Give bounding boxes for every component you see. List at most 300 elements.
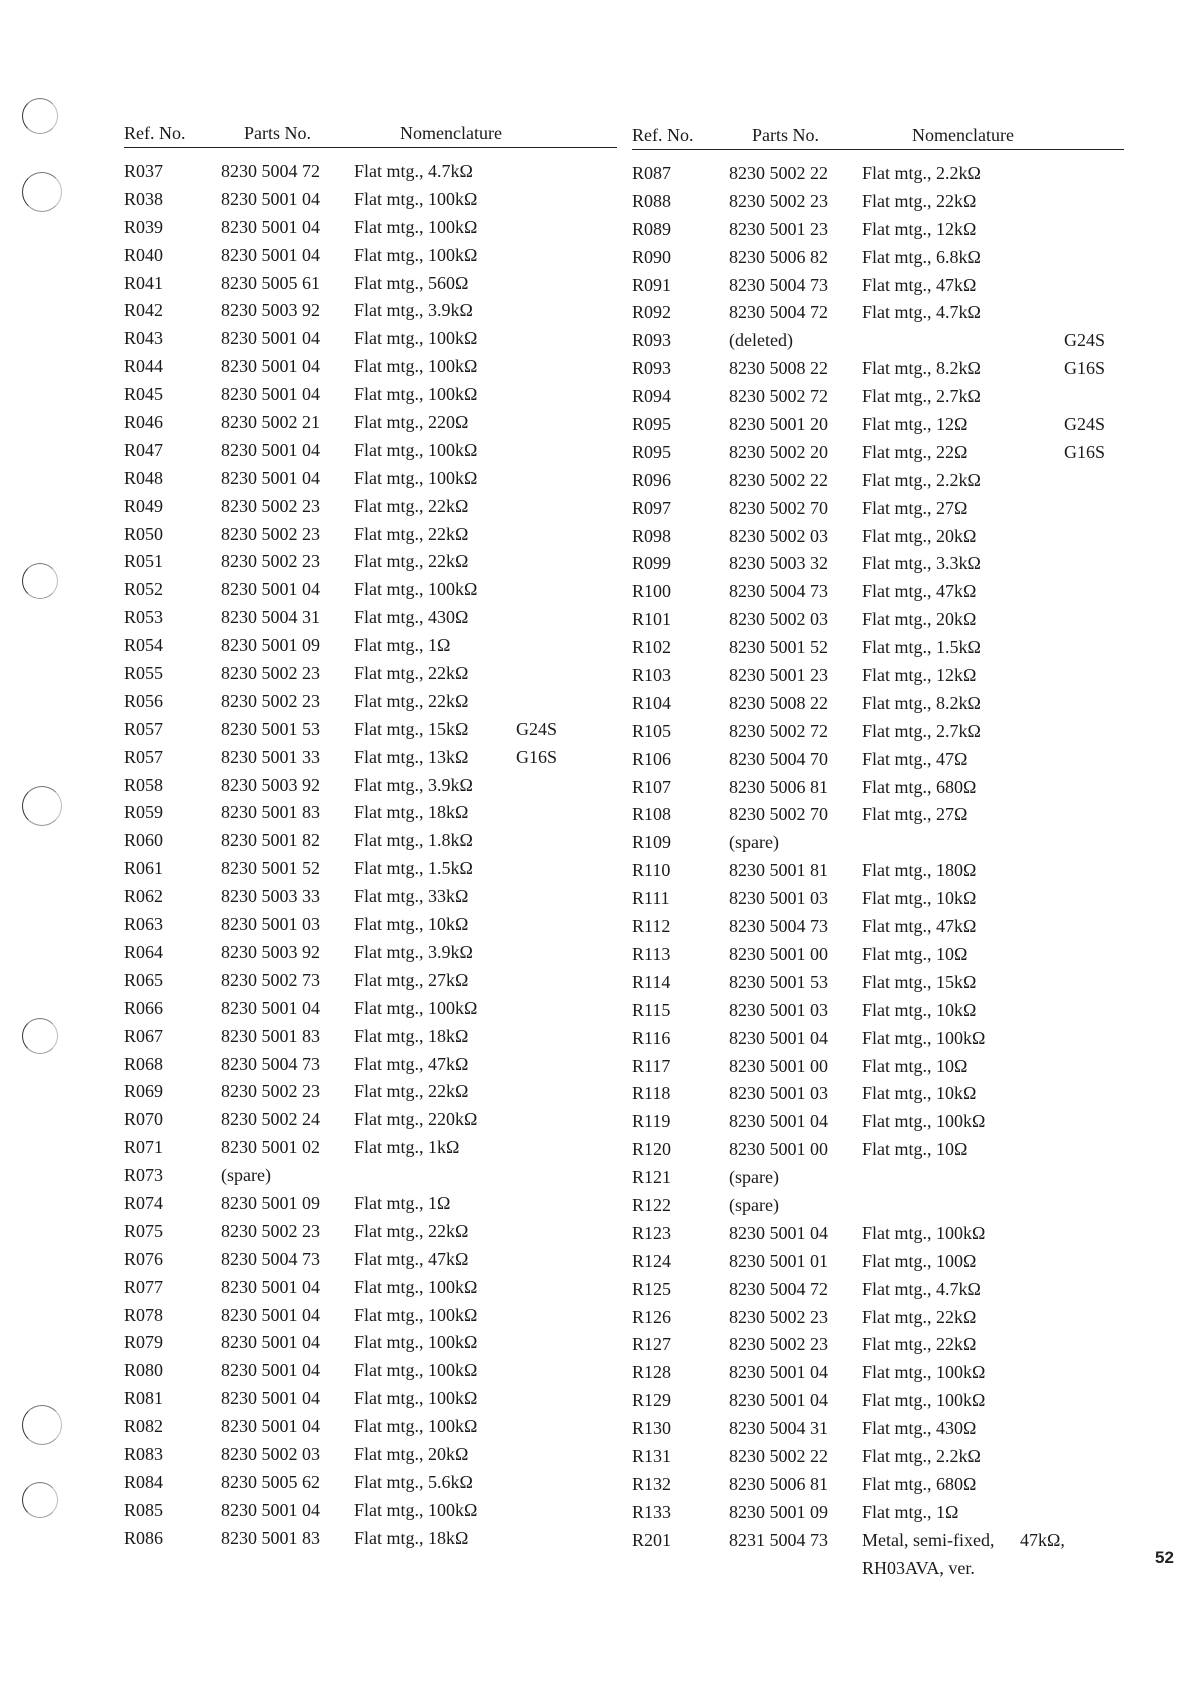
- nomenclature-cell: Flat mtg., 1Ω: [862, 1501, 959, 1522]
- ref-cell: R056: [124, 690, 164, 711]
- nomenclature-cell: Flat mtg., 100Ω: [862, 1250, 977, 1271]
- table-row: [632, 188, 1124, 216]
- ref-cell: R103: [632, 665, 672, 686]
- ref-cell: R121: [632, 1167, 672, 1188]
- nomenclature-cell: Flat mtg., 100kΩ: [354, 384, 478, 405]
- ref-cell: R116: [632, 1027, 671, 1048]
- ref-cell: R098: [632, 525, 672, 546]
- parts-no-cell: 8230 5001 03: [729, 888, 828, 909]
- ref-cell: R119: [632, 1111, 671, 1132]
- ref-cell: R061: [124, 858, 164, 879]
- parts-no-cell: 8230 5002 72: [729, 720, 828, 741]
- parts-no-cell: 8230 5006 81: [729, 1473, 828, 1494]
- ref-cell: R085: [124, 1499, 164, 1520]
- model-note-cell: G16S: [1064, 441, 1106, 462]
- ref-cell: R108: [632, 804, 672, 825]
- nomenclature-cell: Flat mtg., 100kΩ: [354, 216, 478, 237]
- table-row: [632, 1053, 1124, 1081]
- ref-cell: R091: [632, 274, 672, 295]
- value-cell: 47kΩ,: [1020, 1529, 1065, 1550]
- table-row: [124, 576, 617, 604]
- ref-cell: R079: [124, 1332, 164, 1353]
- nomenclature-cell: Flat mtg., 18kΩ: [354, 802, 469, 823]
- ref-cell: R043: [124, 328, 164, 349]
- parts-no-cell: 8230 5003 32: [729, 553, 828, 574]
- parts-no-cell: 8230 5001 04: [221, 579, 320, 600]
- table-row: [632, 1359, 1124, 1387]
- ref-cell: R078: [124, 1304, 164, 1325]
- table-row: [124, 1525, 617, 1553]
- ref-cell: R047: [124, 439, 164, 460]
- table-row: [632, 550, 1124, 578]
- table-row: [124, 772, 617, 800]
- table-row: [124, 716, 617, 744]
- table-row: [124, 604, 617, 632]
- parts-no-cell: 8230 5003 92: [221, 300, 320, 321]
- table-row: [124, 521, 617, 549]
- table-row: [124, 855, 617, 883]
- table-row: [632, 774, 1124, 802]
- ref-cell: R053: [124, 607, 164, 628]
- nomenclature-cell: Flat mtg., 100kΩ: [354, 1499, 478, 1520]
- parts-no-cell: 8230 5004 72: [729, 1278, 828, 1299]
- model-note-cell: G24S: [1064, 330, 1106, 351]
- parts-no-cell: 8230 5004 73: [729, 916, 828, 937]
- ref-cell: R110: [632, 860, 671, 881]
- ref-cell: R112: [632, 916, 671, 937]
- table-row: [632, 913, 1124, 941]
- nomenclature-cell: Flat mtg., 100kΩ: [354, 244, 478, 265]
- table-row: [632, 1108, 1124, 1136]
- nomenclature-cell: Flat mtg., 22kΩ: [862, 190, 977, 211]
- ref-cell: R123: [632, 1222, 672, 1243]
- ref-cell: R095: [632, 441, 672, 462]
- parts-no-cell: 8230 5002 23: [729, 190, 828, 211]
- parts-no-cell: 8230 5008 22: [729, 692, 828, 713]
- parts-no-cell: 8230 5001 04: [729, 1027, 828, 1048]
- ref-cell: R201: [632, 1529, 672, 1550]
- nomenclature-cell: Flat mtg., 680Ω: [862, 776, 977, 797]
- parts-no-cell: 8230 5002 23: [221, 551, 320, 572]
- ref-cell: R060: [124, 830, 164, 851]
- ref-cell: R092: [632, 302, 672, 323]
- parts-no-cell: 8230 5002 03: [221, 1443, 320, 1464]
- parts-no-cell: 8230 5001 53: [729, 971, 828, 992]
- table-row: [632, 1443, 1124, 1471]
- ref-cell: R125: [632, 1278, 672, 1299]
- nomenclature-cell: Flat mtg., 22kΩ: [354, 663, 469, 684]
- table-row: [124, 939, 617, 967]
- ref-cell: R040: [124, 244, 164, 265]
- parts-no-cell: 8230 5001 81: [729, 860, 828, 881]
- ref-cell: R068: [124, 1053, 164, 1074]
- nomenclature-cell: Flat mtg., 3.9kΩ: [354, 300, 473, 321]
- ref-cell: R045: [124, 384, 164, 405]
- parts-no-cell: 8230 5008 22: [729, 358, 828, 379]
- nomenclature-cell: Flat mtg., 100kΩ: [354, 1304, 478, 1325]
- table-row: [632, 160, 1124, 188]
- ref-cell: R105: [632, 720, 672, 741]
- nomenclature-cell: Flat mtg., 430Ω: [862, 1418, 977, 1439]
- nomenclature-cell: Flat mtg., 10kΩ: [862, 1083, 977, 1104]
- parts-no-cell: 8230 5001 04: [221, 244, 320, 265]
- parts-no-cell: (spare): [729, 832, 779, 853]
- table-row: [124, 381, 617, 409]
- table-row: [124, 827, 617, 855]
- table-body: [124, 148, 617, 1553]
- ref-cell: R037: [124, 161, 164, 181]
- parts-no-cell: 8230 5005 61: [221, 272, 320, 293]
- parts-no-cell: 8230 5001 04: [221, 1388, 320, 1409]
- parts-no-cell: 8230 5002 23: [221, 1220, 320, 1241]
- table-row: [124, 1357, 617, 1385]
- table-row: [124, 967, 617, 995]
- parts-no-cell: 8230 5002 03: [729, 609, 828, 630]
- ref-cell: R055: [124, 663, 164, 684]
- ref-cell: R059: [124, 802, 164, 823]
- header-ref-no: Ref. No.: [124, 123, 186, 143]
- parts-no-cell: 8230 5004 73: [729, 581, 828, 602]
- table-row: [124, 1302, 617, 1330]
- ref-cell: R049: [124, 495, 164, 516]
- nomenclature-cell: Flat mtg., 22kΩ: [354, 523, 469, 544]
- header-ref-no: Ref. No.: [632, 125, 694, 145]
- header-parts-no: Parts No.: [752, 125, 819, 145]
- parts-no-cell: 8230 5004 31: [729, 1418, 828, 1439]
- nomenclature-cell: Flat mtg., 18kΩ: [354, 1527, 469, 1548]
- nomenclature-cell: Flat mtg., 4.7kΩ: [354, 161, 473, 181]
- parts-no-cell: 8230 5001 09: [729, 1501, 828, 1522]
- ref-cell: R096: [632, 469, 672, 490]
- model-note-cell: G24S: [516, 718, 558, 739]
- ref-cell: R126: [632, 1306, 672, 1327]
- table-row: [632, 1527, 1124, 1583]
- parts-no-cell: 8230 5001 83: [221, 1025, 320, 1046]
- nomenclature-cell: Flat mtg., 10Ω: [862, 1055, 968, 1076]
- table-row: [124, 1190, 617, 1218]
- ref-cell: R052: [124, 579, 164, 600]
- table-row: [632, 1387, 1124, 1415]
- nomenclature-cell: Flat mtg., 100kΩ: [354, 1276, 478, 1297]
- nomenclature-cell: Flat mtg., 1.8kΩ: [354, 830, 473, 851]
- nomenclature-cell: Flat mtg., 2.2kΩ: [862, 469, 981, 490]
- table-row: [632, 467, 1124, 495]
- table-row: [124, 242, 617, 270]
- ref-cell: R051: [124, 551, 164, 572]
- table-row: [632, 1415, 1124, 1443]
- table-row: [632, 1164, 1124, 1192]
- nomenclature-cell: Flat mtg., 2.2kΩ: [862, 1445, 981, 1466]
- ref-cell: R104: [632, 692, 672, 713]
- table-row: [124, 325, 617, 353]
- nomenclature-cell: Flat mtg., 1Ω: [354, 635, 451, 656]
- parts-no-cell: 8230 5002 21: [221, 412, 320, 433]
- table-row: [632, 690, 1124, 718]
- ref-cell: R106: [632, 748, 672, 769]
- table-row: [632, 1499, 1124, 1527]
- parts-no-cell: 8230 5001 04: [221, 356, 320, 377]
- table-header: [124, 118, 617, 148]
- table-row: [124, 1134, 617, 1162]
- ref-cell: R090: [632, 246, 672, 267]
- nomenclature-cell: Flat mtg., 100kΩ: [354, 356, 478, 377]
- ref-cell: R084: [124, 1471, 164, 1492]
- nomenclature-cell: Flat mtg., 100kΩ: [354, 579, 478, 600]
- parts-no-cell: 8230 5002 23: [221, 523, 320, 544]
- ref-cell: R038: [124, 188, 164, 209]
- parts-no-cell: 8230 5001 04: [729, 1390, 828, 1411]
- ref-cell: R074: [124, 1192, 164, 1213]
- nomenclature-cell: Flat mtg., 220Ω: [354, 412, 469, 433]
- parts-no-cell: 8230 5001 00: [729, 1055, 828, 1076]
- parts-no-cell: 8230 5004 73: [221, 1248, 320, 1269]
- ref-cell: R132: [632, 1473, 672, 1494]
- table-row: [124, 1413, 617, 1441]
- ref-cell: R071: [124, 1137, 164, 1158]
- nomenclature-cell: Flat mtg., 1.5kΩ: [354, 858, 473, 879]
- binder-hole: [22, 172, 62, 212]
- nomenclature-cell: Flat mtg., 22kΩ: [354, 1220, 469, 1241]
- nomenclature-cell: Flat mtg., 20kΩ: [862, 525, 977, 546]
- nomenclature-cell: Flat mtg., 22kΩ: [354, 1081, 469, 1102]
- parts-no-cell: 8230 5002 23: [221, 1081, 320, 1102]
- parts-no-cell: 8230 5001 09: [221, 1192, 320, 1213]
- table-row: [124, 1274, 617, 1302]
- table-row: [124, 186, 617, 214]
- parts-no-cell: 8230 5005 62: [221, 1471, 320, 1492]
- nomenclature-cell: Flat mtg., 3.9kΩ: [354, 774, 473, 795]
- ref-cell: R114: [632, 971, 671, 992]
- table-row: [632, 1304, 1124, 1332]
- table-row: [632, 606, 1124, 634]
- parts-no-cell: 8230 5001 00: [729, 943, 828, 964]
- ref-cell: R109: [632, 832, 672, 853]
- parts-no-cell: 8230 5002 23: [221, 495, 320, 516]
- nomenclature-cell: Metal, semi-fixed,: [862, 1529, 995, 1550]
- parts-no-cell: 8230 5006 81: [729, 776, 828, 797]
- nomenclature-cell: Flat mtg., 4.7kΩ: [862, 302, 981, 323]
- nomenclature-cell: Flat mtg., 5.6kΩ: [354, 1471, 473, 1492]
- nomenclature-cell: Flat mtg., 15kΩ: [354, 718, 469, 739]
- nomenclature-cell: Flat mtg., 8.2kΩ: [862, 358, 981, 379]
- parts-no-cell: 8230 5001 04: [221, 997, 320, 1018]
- nomenclature-cell: Flat mtg., 47kΩ: [354, 1053, 469, 1074]
- nomenclature-cell: Flat mtg., 1.5kΩ: [862, 637, 981, 658]
- nomenclature-cell: Flat mtg., 33kΩ: [354, 886, 469, 907]
- parts-no-cell: 8230 5001 01: [729, 1250, 828, 1271]
- nomenclature-cell: Flat mtg., 22kΩ: [354, 551, 469, 572]
- nomenclature-cell: Flat mtg., 100kΩ: [862, 1027, 986, 1048]
- nomenclature-cell: Flat mtg., 2.7kΩ: [862, 386, 981, 407]
- ref-cell: R093: [632, 358, 672, 379]
- table-row: [124, 437, 617, 465]
- parts-no-cell: 8230 5001 00: [729, 1139, 828, 1160]
- parts-no-cell: 8230 5001 04: [221, 384, 320, 405]
- parts-no-cell: 8230 5002 23: [729, 1306, 828, 1327]
- ref-cell: R133: [632, 1501, 672, 1522]
- table-row: [632, 1471, 1124, 1499]
- nomenclature-cell: Flat mtg., 3.3kΩ: [862, 553, 981, 574]
- nomenclature-cell: Flat mtg., 100kΩ: [354, 997, 478, 1018]
- parts-no-cell: 8230 5004 73: [221, 1053, 320, 1074]
- table-row: [632, 1276, 1124, 1304]
- nomenclature-cell: Flat mtg., 10kΩ: [354, 914, 469, 935]
- table-row: [632, 662, 1124, 690]
- nomenclature-cell: Flat mtg., 100kΩ: [354, 1388, 478, 1409]
- table-row: [632, 411, 1124, 439]
- parts-no-cell: 8230 5001 82: [221, 830, 320, 851]
- table-row: [632, 1248, 1124, 1276]
- table-row: [124, 214, 617, 242]
- table-row: [632, 327, 1124, 355]
- parts-no-cell: 8230 5001 04: [221, 467, 320, 488]
- ref-cell: R054: [124, 635, 164, 656]
- parts-no-cell: 8230 5001 03: [729, 999, 828, 1020]
- table-row: [124, 911, 617, 939]
- parts-no-cell: 8230 5002 23: [221, 690, 320, 711]
- ref-cell: R128: [632, 1362, 672, 1383]
- table-row: [124, 1469, 617, 1497]
- ref-cell: R101: [632, 609, 672, 630]
- parts-no-cell: (spare): [221, 1165, 271, 1186]
- nomenclature-continued-cell: RH03AVA, ver.: [862, 1557, 975, 1578]
- ref-cell: R111: [632, 888, 670, 909]
- ref-cell: R050: [124, 523, 164, 544]
- nomenclature-cell: Flat mtg., 3.9kΩ: [354, 941, 473, 962]
- parts-no-cell: 8230 5002 24: [221, 1109, 320, 1130]
- model-note-cell: G16S: [1064, 358, 1106, 379]
- table-row: [632, 1025, 1124, 1053]
- parts-no-cell: 8230 5001 03: [221, 914, 320, 935]
- nomenclature-cell: Flat mtg., 100kΩ: [862, 1222, 986, 1243]
- header-parts-no: Parts No.: [244, 123, 311, 143]
- table-row: [632, 1080, 1124, 1108]
- binder-hole: [22, 786, 62, 826]
- nomenclature-cell: Flat mtg., 12kΩ: [862, 665, 977, 686]
- ref-cell: R082: [124, 1416, 164, 1437]
- table-row: [632, 523, 1124, 551]
- binder-hole: [22, 1018, 58, 1054]
- ref-cell: R073: [124, 1165, 164, 1186]
- parts-no-cell: 8230 5002 22: [729, 469, 828, 490]
- parts-no-cell: 8230 5003 92: [221, 774, 320, 795]
- ref-cell: R048: [124, 467, 164, 488]
- nomenclature-cell: Flat mtg., 680Ω: [862, 1473, 977, 1494]
- table-row: [632, 299, 1124, 327]
- table-row: [632, 718, 1124, 746]
- table-row: [632, 272, 1124, 300]
- table-row: [124, 409, 617, 437]
- model-note-cell: G16S: [516, 746, 558, 767]
- nomenclature-cell: Flat mtg., 6.8kΩ: [862, 246, 981, 267]
- table-row: [124, 1329, 617, 1357]
- nomenclature-cell: Flat mtg., 22kΩ: [862, 1306, 977, 1327]
- table-row: [124, 1023, 617, 1051]
- ref-cell: R100: [632, 581, 672, 602]
- parts-no-cell: 8230 5001 04: [729, 1222, 828, 1243]
- parts-no-cell: 8230 5002 70: [729, 804, 828, 825]
- table-row: [632, 941, 1124, 969]
- ref-cell: R044: [124, 356, 164, 377]
- binder-hole: [22, 1482, 58, 1518]
- parts-no-cell: 8230 5004 73: [729, 274, 828, 295]
- nomenclature-cell: Flat mtg., 10Ω: [862, 1139, 968, 1160]
- nomenclature-cell: Flat mtg., 22kΩ: [354, 495, 469, 516]
- nomenclature-cell: Flat mtg., 430Ω: [354, 607, 469, 628]
- parts-no-cell: 8230 5001 04: [221, 439, 320, 460]
- table-row: [632, 885, 1124, 913]
- nomenclature-cell: Flat mtg., 10Ω: [862, 943, 968, 964]
- ref-cell: R118: [632, 1083, 671, 1104]
- nomenclature-cell: Flat mtg., 47Ω: [862, 748, 968, 769]
- parts-no-cell: 8230 5002 70: [729, 497, 828, 518]
- parts-no-cell: 8230 5002 72: [729, 386, 828, 407]
- parts-no-cell: 8230 5001 02: [221, 1137, 320, 1158]
- model-note-cell: G24S: [1064, 414, 1106, 435]
- ref-cell: R070: [124, 1109, 164, 1130]
- parts-no-cell: 8230 5001 83: [221, 802, 320, 823]
- ref-cell: R107: [632, 776, 672, 797]
- parts-no-cell: 8230 5004 31: [221, 607, 320, 628]
- parts-no-cell: 8230 5002 22: [729, 1445, 828, 1466]
- parts-no-cell: 8230 5004 72: [221, 161, 320, 181]
- parts-no-cell: 8231 5004 73: [729, 1529, 828, 1550]
- parts-no-cell: 8230 5001 20: [729, 414, 828, 435]
- ref-cell: R065: [124, 969, 164, 990]
- table-row: [124, 688, 617, 716]
- parts-no-cell: 8230 5001 04: [729, 1111, 828, 1132]
- table-row: [124, 1162, 617, 1190]
- table-row: [124, 799, 617, 827]
- header-nomenclature: Nomenclature: [400, 123, 502, 143]
- ref-cell: R080: [124, 1360, 164, 1381]
- parts-no-cell: 8230 5004 70: [729, 748, 828, 769]
- nomenclature-cell: Flat mtg., 100kΩ: [354, 439, 478, 460]
- ref-cell: R122: [632, 1194, 672, 1215]
- ref-cell: R063: [124, 914, 164, 935]
- parts-no-cell: 8230 5001 04: [221, 188, 320, 209]
- binder-hole: [22, 563, 58, 599]
- table-row: [124, 548, 617, 576]
- parts-no-cell: 8230 5002 20: [729, 441, 828, 462]
- table-row: [632, 829, 1124, 857]
- nomenclature-cell: Flat mtg., 47kΩ: [862, 916, 977, 937]
- table-row: [632, 857, 1124, 885]
- table-row: [124, 883, 617, 911]
- table-row: [124, 353, 617, 381]
- parts-no-cell: 8230 5006 82: [729, 246, 828, 267]
- table-row: [632, 969, 1124, 997]
- table-header: [632, 120, 1124, 150]
- ref-cell: R087: [632, 163, 672, 183]
- parts-no-cell: 8230 5001 83: [221, 1527, 320, 1548]
- ref-cell: R115: [632, 999, 671, 1020]
- ref-cell: R099: [632, 553, 672, 574]
- table-row: [124, 1218, 617, 1246]
- ref-cell: R095: [632, 414, 672, 435]
- ref-cell: R066: [124, 997, 164, 1018]
- nomenclature-cell: Flat mtg., 10kΩ: [862, 888, 977, 909]
- ref-cell: R120: [632, 1139, 672, 1160]
- ref-cell: R088: [632, 190, 672, 211]
- ref-cell: R057: [124, 746, 164, 767]
- parts-no-cell: 8230 5001 04: [221, 1416, 320, 1437]
- nomenclature-cell: Flat mtg., 47kΩ: [862, 581, 977, 602]
- ref-cell: R094: [632, 386, 672, 407]
- parts-no-cell: (deleted): [729, 330, 793, 351]
- parts-no-cell: 8230 5001 52: [221, 858, 320, 879]
- table-row: [124, 995, 617, 1023]
